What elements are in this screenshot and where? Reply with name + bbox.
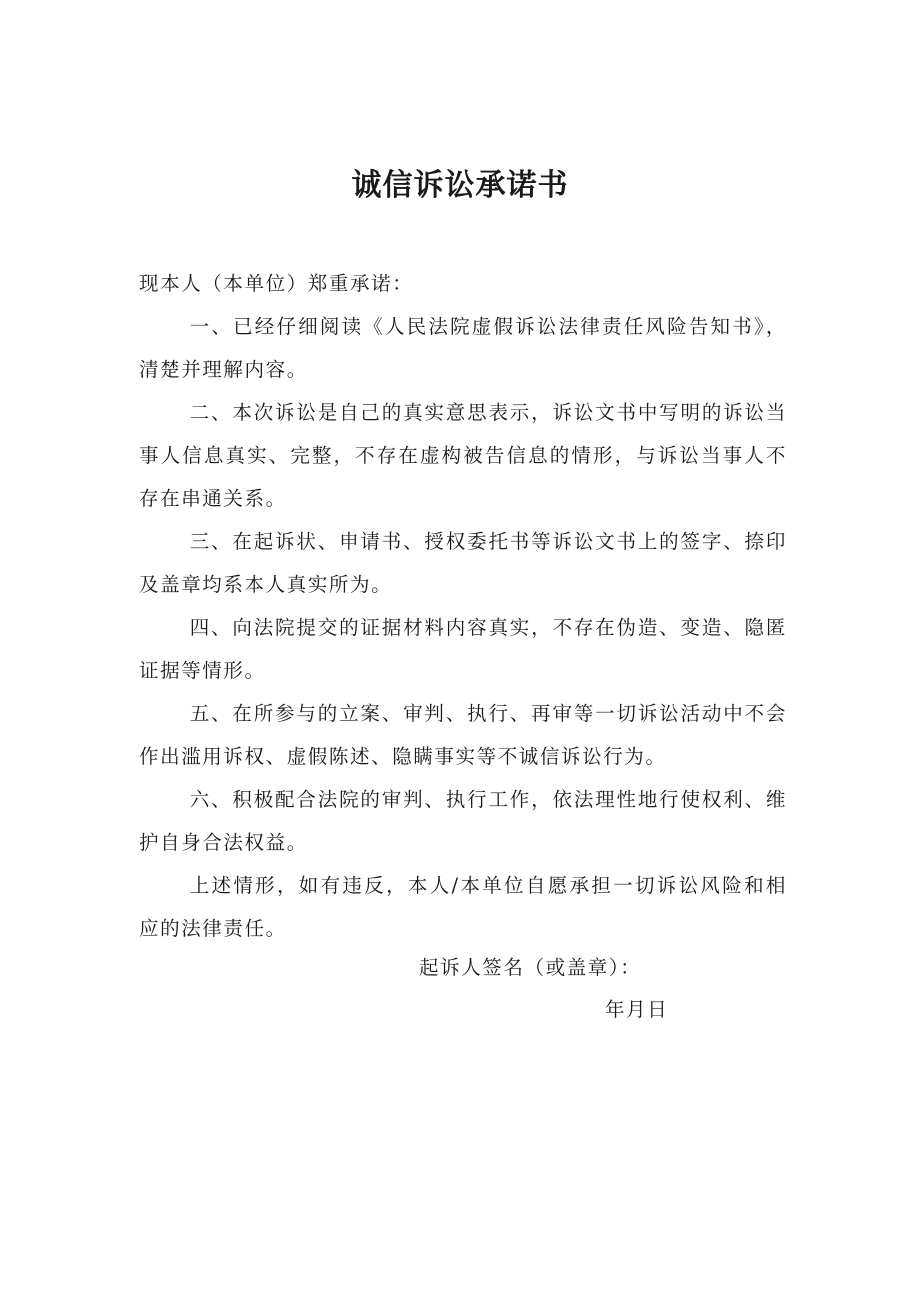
commitment-item-4: 四、向法院提交的证据材料内容真实，不存在伪造、变造、隐匿证据等情形。	[139, 616, 787, 682]
commitment-item-6: 六、积极配合法院的审判、执行工作，依法理性地行使权利、维护自身合法权益。	[139, 788, 787, 854]
opening-statement: 现本人（本单位）郑重承诺：	[139, 272, 414, 295]
commitment-item-2: 二、本次诉讼是自己的真实意思表示，诉讼文书中写明的诉讼当事人信息真实、完整，不存在虚构被告信息的情形，与诉讼当事人不存在串通关系。	[139, 401, 787, 510]
closing-statement: 上述情形，如有违反，本人/本单位自愿承担一切诉讼风险和相应的法律责任。	[139, 874, 787, 940]
document-title: 诚信诉讼承诺书	[351, 168, 569, 203]
date-line: 年月日	[605, 998, 669, 1021]
signature-line: 起诉人签名（或盖章）：	[419, 956, 642, 979]
document-body	[139, 262, 787, 950]
commitment-item-5: 五、在所参与的立案、审判、执行、再审等一切诉讼活动中不会作出滥用诉权、虚假陈述、隐瞒事实等不诚信诉讼行为。	[139, 702, 787, 768]
commitment-item-3: 三、在起诉状、申请书、授权委托书等诉讼文书上的签字、捺印及盖章均系本人真实所为。	[139, 530, 787, 596]
commitment-item-1: 一、已经仔细阅读《人民法院虚假诉讼法律责任风险告知书》，清楚并理解内容。	[139, 315, 787, 381]
